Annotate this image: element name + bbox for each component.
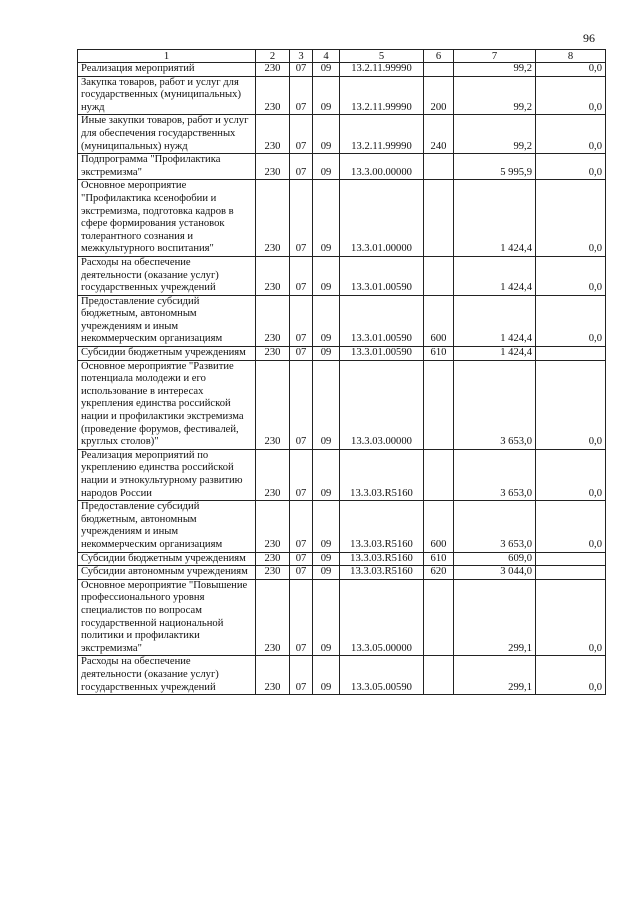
row-name-cell: Субсидии автономным учреждениям (78, 566, 256, 580)
row-code-section-cell: 07 (290, 501, 313, 552)
row-code-target-cell: 13.3.03.00000 (340, 360, 424, 449)
row-code-type-cell (424, 360, 454, 449)
table-row (78, 552, 606, 566)
row-amount2-cell: 0,0 (536, 360, 606, 449)
row-code-target-cell: 13.3.05.00000 (340, 579, 424, 656)
row-code-section-cell: 07 (290, 180, 313, 257)
row-amount-cell: 1 424,4 (454, 180, 536, 257)
row-name-cell: Реализация мероприятий по укреплению единства российской нации и этнокультурному развитию народов России (78, 449, 256, 500)
row-code-type-cell: 600 (424, 501, 454, 552)
row-amount2-cell: 0,0 (536, 579, 606, 656)
row-code-target-cell: 13.3.03.R5160 (340, 552, 424, 566)
row-code-type-cell: 610 (424, 347, 454, 361)
row-code-main-cell: 230 (256, 256, 290, 295)
budget-table (77, 49, 606, 695)
row-name-cell: Расходы на обеспечение деятельности (оказание услуг) государственных учреждений (78, 256, 256, 295)
row-amount2-cell (536, 347, 606, 361)
table-row (78, 347, 606, 361)
table-row (78, 449, 606, 500)
row-name-cell: Основное мероприятие "Повышение профессионального уровня специалистов по вопросам государственной национальной политики и профилактики экстремизма" (78, 579, 256, 656)
row-amount2-cell: 0,0 (536, 295, 606, 346)
header-cell: 7 (454, 50, 536, 63)
row-amount-cell: 5 995,9 (454, 154, 536, 180)
row-code-type-cell: 610 (424, 552, 454, 566)
row-code-target-cell: 13.3.01.00000 (340, 180, 424, 257)
table-row (78, 256, 606, 295)
row-code-subsection-cell: 09 (313, 154, 340, 180)
row-amount-cell: 99,2 (454, 63, 536, 77)
row-code-subsection-cell: 09 (313, 63, 340, 77)
row-code-main-cell: 230 (256, 579, 290, 656)
row-code-main-cell: 230 (256, 115, 290, 154)
row-code-subsection-cell: 09 (313, 501, 340, 552)
row-code-main-cell: 230 (256, 552, 290, 566)
header-cell: 6 (424, 50, 454, 63)
row-code-subsection-cell: 09 (313, 579, 340, 656)
row-code-type-cell: 600 (424, 295, 454, 346)
row-code-subsection-cell: 09 (313, 115, 340, 154)
row-code-target-cell: 13.2.11.99990 (340, 63, 424, 77)
row-code-section-cell: 07 (290, 566, 313, 580)
row-code-section-cell: 07 (290, 656, 313, 695)
row-name-cell: Основное мероприятие "Профилактика ксенофобии и экстремизма, подготовка кадров в сфере формирования установок толерантного сознания и межкультурного воспитания" (78, 180, 256, 257)
row-code-main-cell: 230 (256, 501, 290, 552)
row-code-main-cell: 230 (256, 154, 290, 180)
row-code-target-cell: 13.3.01.00590 (340, 295, 424, 346)
row-code-type-cell: 620 (424, 566, 454, 580)
row-code-target-cell: 13.3.03.R5160 (340, 449, 424, 500)
row-amount2-cell: 0,0 (536, 449, 606, 500)
row-code-main-cell: 230 (256, 76, 290, 115)
table-row (78, 180, 606, 257)
row-name-cell: Предоставление субсидий бюджетным, автономным учреждениям и иным некоммерческим организациям (78, 295, 256, 346)
row-code-main-cell: 230 (256, 656, 290, 695)
row-code-section-cell: 07 (290, 76, 313, 115)
row-amount-cell: 3 044,0 (454, 566, 536, 580)
table-row (78, 63, 606, 77)
row-code-main-cell: 230 (256, 180, 290, 257)
row-code-main-cell: 230 (256, 63, 290, 77)
table-row (78, 295, 606, 346)
row-code-subsection-cell: 09 (313, 347, 340, 361)
table-row (78, 501, 606, 552)
row-amount2-cell: 0,0 (536, 115, 606, 154)
row-code-main-cell: 230 (256, 347, 290, 361)
row-code-target-cell: 13.3.01.00590 (340, 256, 424, 295)
row-amount-cell: 3 653,0 (454, 449, 536, 500)
row-code-type-cell (424, 256, 454, 295)
row-code-subsection-cell: 09 (313, 552, 340, 566)
row-code-type-cell (424, 154, 454, 180)
row-code-target-cell: 13.3.03.R5160 (340, 566, 424, 580)
row-code-subsection-cell: 09 (313, 360, 340, 449)
row-code-section-cell: 07 (290, 552, 313, 566)
row-code-main-cell: 230 (256, 360, 290, 449)
row-amount-cell: 1 424,4 (454, 295, 536, 346)
row-code-type-cell (424, 579, 454, 656)
row-code-section-cell: 07 (290, 347, 313, 361)
table-row (78, 360, 606, 449)
row-code-target-cell: 13.2.11.99990 (340, 115, 424, 154)
row-amount2-cell: 0,0 (536, 76, 606, 115)
row-code-subsection-cell: 09 (313, 295, 340, 346)
row-name-cell: Расходы на обеспечение деятельности (оказание услуг) государственных учреждений (78, 656, 256, 695)
page-number: 96 (583, 31, 595, 45)
row-code-section-cell: 07 (290, 449, 313, 500)
row-code-subsection-cell: 09 (313, 566, 340, 580)
row-code-section-cell: 07 (290, 295, 313, 346)
row-name-cell: Предоставление субсидий бюджетным, автономным учреждениям и иным некоммерческим организациям (78, 501, 256, 552)
row-amount2-cell: 0,0 (536, 501, 606, 552)
row-code-main-cell: 230 (256, 295, 290, 346)
row-amount-cell: 3 653,0 (454, 360, 536, 449)
row-code-subsection-cell: 09 (313, 76, 340, 115)
row-amount-cell: 299,1 (454, 579, 536, 656)
row-code-type-cell: 240 (424, 115, 454, 154)
table-row (78, 76, 606, 115)
row-code-type-cell (424, 63, 454, 77)
row-name-cell: Субсидии бюджетным учреждениям (78, 347, 256, 361)
row-amount2-cell (536, 566, 606, 580)
row-code-subsection-cell: 09 (313, 656, 340, 695)
row-code-section-cell: 07 (290, 154, 313, 180)
row-amount-cell: 3 653,0 (454, 501, 536, 552)
row-name-cell: Иные закупки товаров, работ и услуг для обеспечения государственных (муниципальных) нужд (78, 115, 256, 154)
header-cell: 1 (78, 50, 256, 63)
row-amount-cell: 1 424,4 (454, 256, 536, 295)
row-code-target-cell: 13.3.05.00590 (340, 656, 424, 695)
row-amount-cell: 1 424,4 (454, 347, 536, 361)
row-code-type-cell (424, 180, 454, 257)
row-code-subsection-cell: 09 (313, 256, 340, 295)
row-code-type-cell (424, 449, 454, 500)
row-code-target-cell: 13.2.11.99990 (340, 76, 424, 115)
row-amount2-cell: 0,0 (536, 63, 606, 77)
row-code-type-cell (424, 656, 454, 695)
row-code-type-cell: 200 (424, 76, 454, 115)
row-amount2-cell: 0,0 (536, 256, 606, 295)
row-code-target-cell: 13.3.01.00590 (340, 347, 424, 361)
table-body (78, 63, 606, 695)
header-cell: 5 (340, 50, 424, 63)
row-name-cell: Реализация мероприятий (78, 63, 256, 77)
row-code-main-cell: 230 (256, 449, 290, 500)
row-name-cell: Субсидии бюджетным учреждениям (78, 552, 256, 566)
row-code-subsection-cell: 09 (313, 449, 340, 500)
table-row (78, 154, 606, 180)
row-amount2-cell: 0,0 (536, 180, 606, 257)
row-code-section-cell: 07 (290, 360, 313, 449)
row-amount-cell: 99,2 (454, 115, 536, 154)
table-row (78, 566, 606, 580)
header-cell: 4 (313, 50, 340, 63)
table-row (78, 115, 606, 154)
row-code-section-cell: 07 (290, 63, 313, 77)
row-code-target-cell: 13.3.00.00000 (340, 154, 424, 180)
row-amount2-cell: 0,0 (536, 154, 606, 180)
table-row (78, 656, 606, 695)
row-code-section-cell: 07 (290, 256, 313, 295)
header-cell: 2 (256, 50, 290, 63)
row-amount-cell: 299,1 (454, 656, 536, 695)
row-name-cell: Закупка товаров, работ и услуг для государственных (муниципальных) нужд (78, 76, 256, 115)
header-cell: 8 (536, 50, 606, 63)
row-amount-cell: 99,2 (454, 76, 536, 115)
row-code-section-cell: 07 (290, 115, 313, 154)
row-code-section-cell: 07 (290, 579, 313, 656)
row-amount2-cell: 0,0 (536, 656, 606, 695)
row-code-target-cell: 13.3.03.R5160 (340, 501, 424, 552)
row-code-subsection-cell: 09 (313, 180, 340, 257)
row-name-cell: Основное мероприятие "Развитие потенциала молодежи и его использование в интересах укрепления единства российской нации и профилактики экстремизма (проведение форумов, фестивалей, круглых столов)" (78, 360, 256, 449)
row-name-cell: Подпрограмма "Профилактика экстремизма" (78, 154, 256, 180)
header-cell: 3 (290, 50, 313, 63)
row-amount-cell: 609,0 (454, 552, 536, 566)
table-row (78, 579, 606, 656)
row-amount2-cell (536, 552, 606, 566)
table-header-row (78, 50, 606, 63)
row-code-main-cell: 230 (256, 566, 290, 580)
